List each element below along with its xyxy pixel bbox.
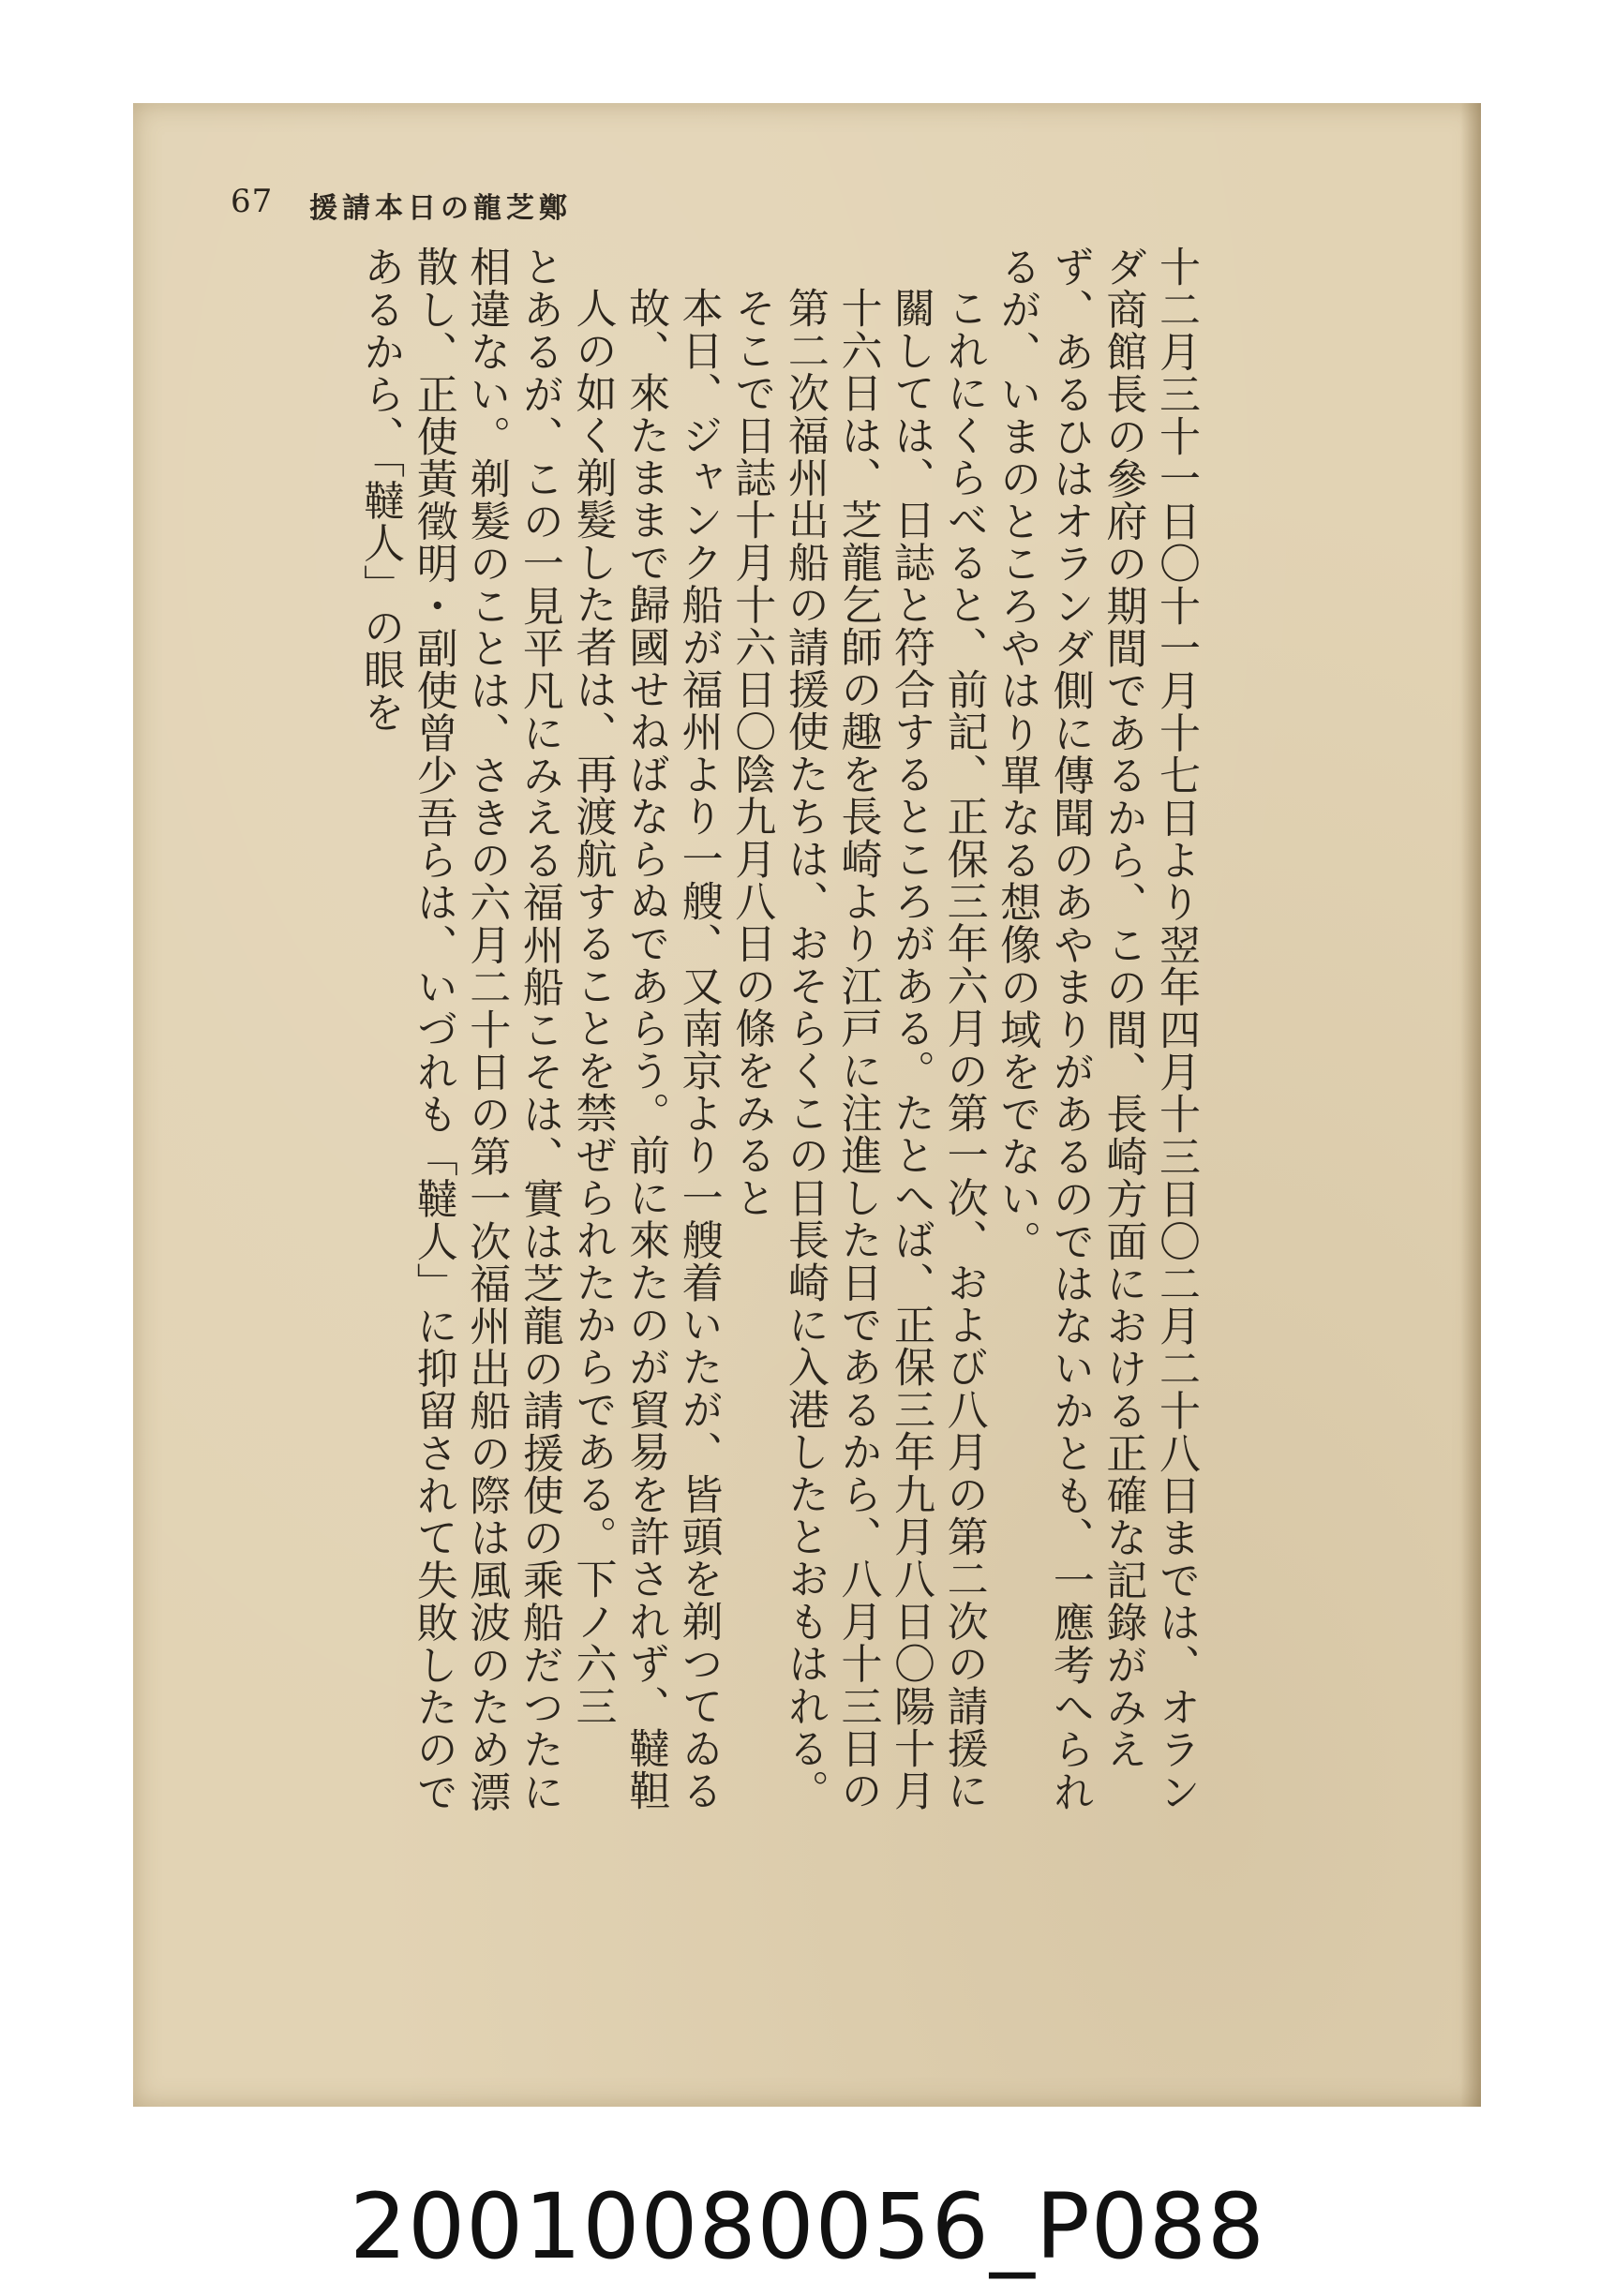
block-quote: 本日、ジャンク船が福州より一艘、又南京より一艘着いたが、皆頭を剃つてゐる故、來たままで歸國せねばならぬであらう。前に來たのが貿易を許されず、韃靼人の如く剃髮した者は、再渡航することを禁ぜられたからである。下ノ六三 [568,287,723,1812]
paragraph-2: これにくらべると、前記、正保三年六月の第一次、および八月の第二次の請援に關しては、日誌と符合するところがある。たとへば、正保三年九月八日〇陽十月十六日は、芝龍乞師の趣を長崎より江戸に注進した日であるから、八月十三日の第二次福州出船の請援使たちは、おそらくこの日長崎に入港したとおもはれる。そこで日誌十月十六日〇陰九月八日の條をみると [727,287,988,1812]
image-id-caption: 20010080056_P088 [350,2174,1265,2279]
paragraph-4: とあるが、この一見平凡にみえる福州船こそは、實は芝龍の請援使の乘船だつたに相違ない。剃髮のことは、さきの六月二十日の第一次福州出船の際は風波のため漂散し、正使黃徵明・副使曾少吾らは、いづれも「韃人」に抑留されて失敗したのであるから、「韃人」の眼を [356,246,563,1813]
paragraph-1: 十二月三十一日〇十一月十七日より翌年四月十三日〇二月二十八日までは、オランダ商館長の參府の期間であるから、この間、長崎方面における正確な記錄がみえず、あるひはオランダ側に傳聞のあやまりがあるのではないかとも、一應考へられるが、いまのところやはり單なる想像の域をでない。 [993,246,1200,1813]
body-text [227,246,1202,1839]
page-number: 67 [231,183,274,220]
page-edge-shadow [1460,103,1481,2107]
running-title: 援請本日の龍芝鄭 [309,192,572,225]
